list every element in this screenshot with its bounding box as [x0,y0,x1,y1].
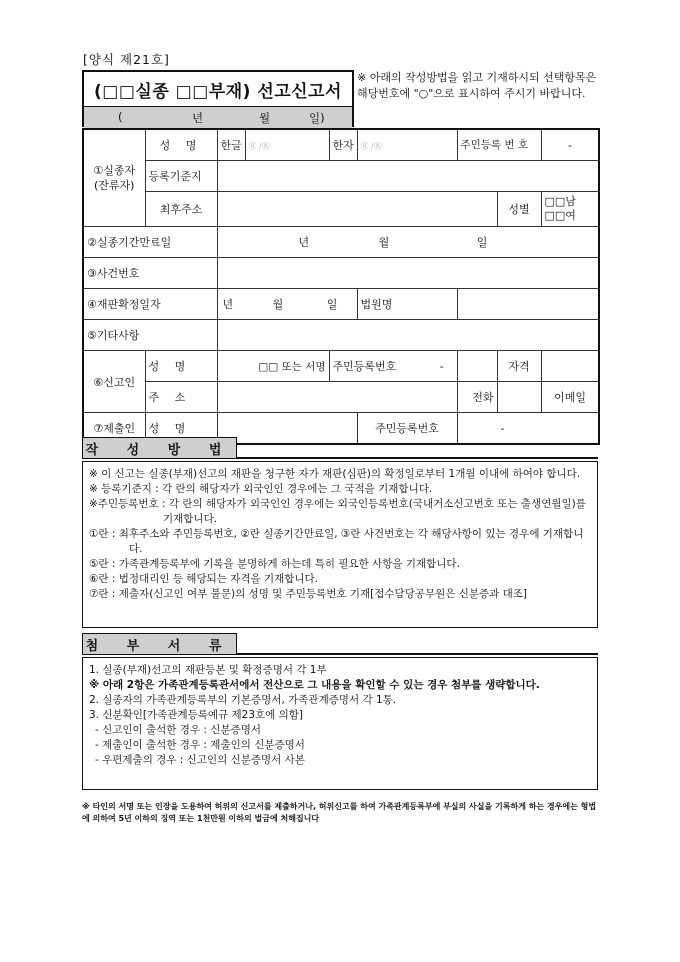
reporter-address-field[interactable] [217,382,457,413]
attachment-sub-1: - 신고인이 출석한 경우 : 신분증명서 [95,724,262,736]
phone-label: 전화 [457,382,497,413]
instruction-line-3: ※주민등록번호 : 각 란의 해당자가 외국인인 경우에는 외국인등록번호(국내거소신고번호 또는 출생연월일)를 기재합니다. [89,498,586,525]
reporter-rrn-field[interactable] [457,351,497,382]
gender-female-option[interactable]: □□여 [544,209,576,222]
period-date-field[interactable] [217,227,599,258]
gender-label: 성별 [497,192,541,227]
hangul-label: 한글 [217,129,245,161]
attachments-heading-rule [237,653,598,655]
judgment-label: ④재판확정일자 [83,289,217,320]
gender-male-option[interactable]: □□남 [544,195,576,208]
notice-text: ※ 아래의 작성방법을 읽고 기재하시되 선택항목은 해당번호에 "○"으로 표시하여 주시기 바랍니다. [357,71,597,100]
reporter-label: ⑥신고인 [83,351,145,413]
registry-field[interactable] [217,161,599,192]
attachments-heading: 첨 부 서 류 [82,633,237,655]
attachment-item-1: 1. 실종(부재)선고의 재판등본 및 확정증명서 각 1부 [89,664,327,676]
submitter-label: ⑦제출인 [83,413,145,445]
period-label: ②실종기간만료일 [83,227,217,258]
court-field[interactable] [457,289,599,320]
hangul-name-field[interactable] [245,129,329,161]
phone-field[interactable] [497,382,541,413]
submitter-rrn-field[interactable] [457,413,599,445]
submitter-rrn-dash: - [500,421,505,435]
attachment-item-3: 3. 신분확인[가족관계등록예규 제23호에 의함] [89,709,304,721]
instruction-line-2: ※ 등록기준지 : 각 란의 해당자가 외국인인 경우에는 그 국적을 기재합니다. [89,483,433,495]
judgment-month: 월 [272,298,284,311]
judgment-date-field[interactable] [217,289,357,320]
period-year: 년 [298,236,310,249]
attachment-note: ※ 아래 2항은 가족관계등록관서에서 전산으로 그 내용을 확인할 수 있는 경우 첨부를 생략합니다. [89,679,540,691]
instructions-box [82,461,598,628]
title-date-day: 일) [309,111,325,125]
title-date-month: 월 [259,111,271,125]
reporter-signature-field[interactable]: □□ 또는 서명 [217,351,329,382]
reporter-rrn-label: 주민등록번호 [332,360,397,373]
instructions-heading: 작 성 방 법 [82,437,237,459]
penalty-footnote: ※ 타인의 서명 또는 인장을 도용하여 허위의 신고서를 제출하거나, 허위신고를 하여 가족관계등록부에 부실의 사실을 기록하게 하는 경우에는 형법에 의하여 5년 이하의 징역 또는 1천만원 이하의 벌금에 처해집니다 [82,802,597,823]
instruction-line-7: ⑦란 : 제출자(신고인 여부 불문)의 성명 및 주민등록번호 기재[접수담당공무원은 신분증과 대조] [89,588,528,600]
report-form-table [82,128,600,445]
hanja-hint: ㊊ /㊔ [360,141,382,151]
rrn-label: 주민등록 번 호 [457,129,541,161]
gender-options[interactable] [541,192,599,227]
qualification-label: 자격 [497,351,541,382]
last-address-field[interactable] [217,192,497,227]
attachments-box [82,657,598,790]
court-label: 법원명 [357,289,457,320]
judgment-year: 년 [222,298,234,311]
instruction-line-6: ⑥란 : 법정대리인 등 해당되는 자격을 기재합니다. [89,573,319,585]
attachment-sub-2: - 제출인이 출석한 경우 : 제출인의 신분증명서 [95,739,305,751]
last-address-label: 최후주소 [145,192,217,227]
judgment-day: 일 [326,298,338,311]
hanja-label: 한자 [329,129,357,161]
form-title: (□□실종 □□부재) 선고신고서 [94,81,342,102]
registry-label: 등록기준지 [145,161,217,192]
period-day: 일 [476,236,488,249]
title-box [82,70,354,127]
name-label: 성 명 [145,129,217,161]
submitter-name-field[interactable] [217,413,357,445]
submitter-rrn-label: 주민등록번호 [357,413,457,445]
rrn-field[interactable]: - [541,129,599,161]
form-number: [양식 제21호] [83,52,170,67]
period-month: 월 [378,236,390,249]
reporter-address-label: 주 소 [145,382,217,413]
other-field[interactable] [217,320,599,351]
title-date-open: ( [118,110,123,124]
other-label: ⑤기타사항 [83,320,217,351]
attachment-item-2: 2. 실종자의 가족관계등록부의 기본증명서, 가족관계증명서 각 1통. [89,694,397,706]
submitter-name-label: 성 명 [145,413,217,445]
hanja-name-field[interactable] [357,129,457,161]
hangul-hint: ㊊ /㊔ [248,141,270,151]
instruction-line-5: ⑤란 : 가족관계등록부에 기록을 분명하게 하는데 특히 필요한 사항을 기재합니다. [89,558,460,570]
email-label: 이메일 [541,382,599,413]
case-number-label: ③사건번호 [83,258,217,289]
title-date-row [84,106,352,128]
instruction-line-4: ①란 : 최후주소와 주민등록번호, ②란 실종기간만료일, ③란 사건번호는 각 해당사항이 있는 경우에 기재합니다. [89,528,584,555]
missing-person-label: ①실종자 (잔류자) [83,129,145,227]
case-number-field[interactable] [217,258,599,289]
title-date-year: 년 [192,111,204,125]
reporter-rrn-dash: - [439,360,444,373]
reporter-rrn-box[interactable] [329,351,457,382]
reporter-name-label: 성 명 [145,351,217,382]
instructions-heading-rule [237,457,598,459]
attachment-sub-3: - 우편제출의 경우 : 신고인의 신분증명서 사본 [95,754,305,766]
instruction-line-1: ※ 이 신고는 실종(부재)선고의 재판을 청구한 자가 재판(심판)의 확정일로부터 1개월 이내에 하여야 합니다. [89,468,581,480]
qualification-field[interactable] [541,351,599,382]
